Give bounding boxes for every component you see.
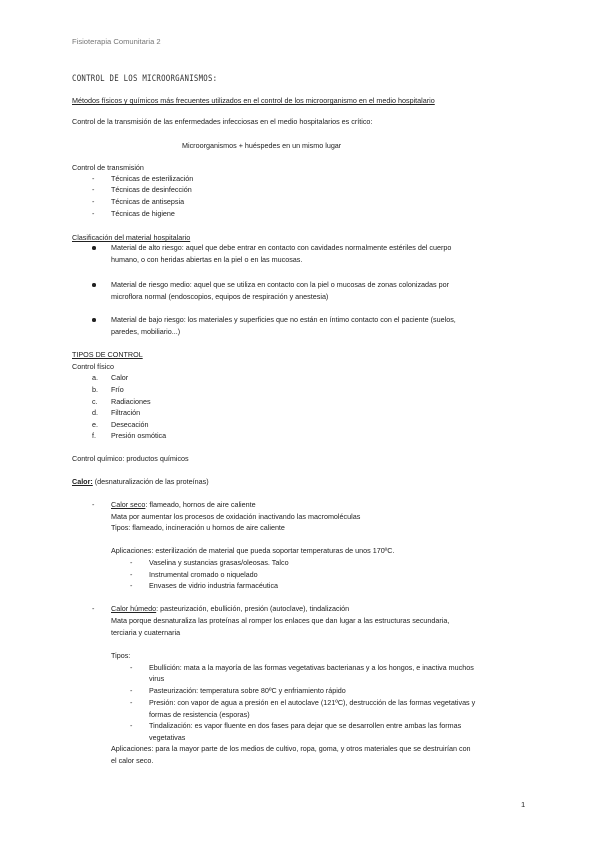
page-number: 1 <box>521 800 526 809</box>
control-transmision-heading: Control de transmisión <box>72 163 144 172</box>
bullet-marker <box>92 283 96 287</box>
control-quimico-text: Control químico: productos químicos <box>72 454 189 463</box>
list-item: paredes, mobiliario...) <box>111 327 181 336</box>
paragraph-line: Aplicaciones: esterilización de material que pueda soportar temperaturas de unos 170ºC. <box>111 546 395 555</box>
list-item: vegetativas <box>149 733 186 742</box>
paragraph-line: el calor seco. <box>111 756 154 765</box>
list-letter: f. <box>92 431 96 440</box>
dash-marker: - <box>92 209 95 218</box>
list-letter: e. <box>92 420 98 429</box>
dash-marker: - <box>92 185 95 194</box>
list-item: Instrumental cromado o niquelado <box>149 570 258 579</box>
list-item: Vaselina y sustancias grasas/oleosas. Talco <box>149 558 289 567</box>
list-item: Pasteurización: temperatura sobre 80ºC y enfriamiento rápido <box>149 686 346 695</box>
calor-seco-label: Calor seco <box>111 500 146 509</box>
tipos-heading: TIPOS DE CONTROL <box>72 350 143 359</box>
document-subtitle: Métodos físicos y químicos más frecuentes utilizados en el control de los microorganismo en el medio hospitalario <box>72 96 435 105</box>
list-item: Técnicas de esterilización <box>111 174 194 183</box>
list-item: Calor <box>111 373 129 382</box>
list-item: Ebullición: mata a la mayoría de las formas vegetativas bacterianas y a los hongos, e inactiva muchos <box>149 663 474 672</box>
list-item: Técnicas de higiene <box>111 209 175 218</box>
list-item: Frío <box>111 385 124 394</box>
dash-marker: - <box>92 197 95 206</box>
list-item: microflora normal (endoscopios, equipos de respiración y anestesia) <box>111 292 329 301</box>
paragraph-line: Mata por aumentar los procesos de oxidación inactivando las macromoléculas <box>111 512 361 521</box>
list-item: Presión: con vapor de agua a presión en el autoclave (121ºC), destrucción de las formas vegetativas y <box>149 698 476 707</box>
clasificacion-heading: Clasificación del material hospitalario <box>72 233 191 242</box>
calor-seco-rest: : flameado, hornos de aire caliente <box>145 500 256 509</box>
paragraph-line: Tipos: flameado, incineración u hornos de aire caliente <box>111 523 285 532</box>
calor-desc: (desnaturalización de las proteínas) <box>92 477 209 486</box>
calor-seco-line <box>111 500 256 510</box>
dash-marker: - <box>130 698 133 707</box>
calor-humedo-label: Calor húmedo <box>111 604 157 613</box>
paragraph-line: Mata porque desnaturaliza las proteínas al romper los enlaces que dan lugar a las estructuras secundaria, <box>111 616 450 625</box>
dash-marker: - <box>130 686 133 695</box>
list-item: Material de riesgo medio: aquel que se utiliza en contacto con la piel o mucosas de zonas colonizadas por <box>111 280 450 289</box>
list-item: Envases de vidrio industria farmacéutica <box>149 581 279 590</box>
list-item: Radiaciones <box>111 397 151 406</box>
calor-label: Calor: <box>72 477 93 486</box>
dash-marker: - <box>92 174 95 183</box>
bullet-marker <box>92 318 96 322</box>
list-letter: a. <box>92 373 98 382</box>
dash-marker: - <box>130 663 133 672</box>
list-item: Presión osmótica <box>111 431 167 440</box>
list-item: humano, o con heridas abiertas en la piel o en las mucosas. <box>111 255 303 264</box>
list-item: Material de bajo riesgo: los materiales y superficies que no están en íntimo contacto con el paciente (suelos, <box>111 315 456 324</box>
dash-marker: - <box>130 721 133 730</box>
dash-marker: - <box>130 558 133 567</box>
list-letter: d. <box>92 408 98 417</box>
calor-line <box>72 477 209 487</box>
calor-humedo-line <box>111 604 349 614</box>
dash-marker: - <box>130 570 133 579</box>
list-item: Técnicas de desinfección <box>111 185 192 194</box>
bullet-marker <box>92 246 96 250</box>
list-item: Filtración <box>111 408 141 417</box>
list-letter: b. <box>92 385 98 394</box>
list-item: formas de resistencia (esporas) <box>149 710 250 719</box>
paragraph-line: terciaria y cuaternaria <box>111 628 181 637</box>
calor-humedo-rest: : pasteurización, ebullición, presión (autoclave), tindalización <box>156 604 350 613</box>
intro-text: Control de la transmisión de las enfermedades infecciosas en el medio hospitalarios es crítico: <box>72 117 373 126</box>
tipos-label: Tipos: <box>111 651 131 660</box>
dash-marker: - <box>92 604 95 613</box>
document-title: CONTROL DE LOS MICROORGANISMOS: <box>72 74 218 84</box>
list-item: Técnicas de antisepsia <box>111 197 185 206</box>
control-fisico-label: Control físico <box>72 362 114 371</box>
list-item: virus <box>149 674 165 683</box>
formula-text: Microorganismos + huéspedes en un mismo lugar <box>182 141 342 150</box>
dash-marker: - <box>130 581 133 590</box>
dash-marker: - <box>92 500 95 509</box>
list-item: Desecación <box>111 420 149 429</box>
paragraph-line: Aplicaciones: para la mayor parte de los medios de cultivo, ropa, goma, y otros materiales que se destruirían con <box>111 744 471 753</box>
list-item: Material de alto riesgo: aquel que debe entrar en contacto con cavidades normalmente estériles del cuerpo <box>111 243 452 252</box>
list-item: Tindalización: es vapor fluente en dos fases para dejar que se desarrollen entre ambas las formas <box>149 721 462 730</box>
page-header: Fisioterapia Comunitaria 2 <box>72 37 161 46</box>
list-letter: c. <box>92 397 98 406</box>
